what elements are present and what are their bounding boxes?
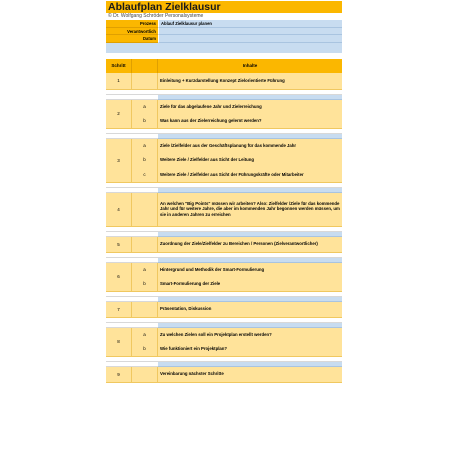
content-text: Präsentation, Diskussion	[160, 306, 212, 312]
header-content: Inhalte	[242, 63, 258, 68]
content-text: Ziele für das abgelaufene Jahr und Zielerreichung	[160, 103, 262, 109]
sub-letters	[132, 193, 158, 226]
sub-letter: a	[143, 267, 146, 272]
separator-row	[106, 90, 342, 100]
content-text: Zuordnung der Ziele/Zielfelder zu Bereichen / Personen (Zielverantwortlicher)	[160, 241, 318, 247]
content-text: Weitere Ziele / Zielfelder aus Sicht der Führungskräfte oder Mitarbeiter	[160, 171, 304, 177]
table-row	[106, 367, 342, 383]
content-text: Hintergrund und Methodik der Smart-Formulierung	[160, 266, 265, 272]
content-text: Weitere Ziele / Zielfelder aus Sicht der Leitung	[160, 157, 254, 163]
row-contents	[158, 100, 342, 128]
row-contents	[158, 73, 342, 89]
table-row	[106, 263, 342, 292]
copyright-note: © Dr. Wolfgang Schröder Personalsysteme	[108, 13, 204, 19]
separator-row	[106, 318, 342, 328]
sub-letters	[132, 237, 158, 252]
row-contents	[158, 263, 342, 291]
responsible-label: Verantwortlich	[106, 28, 158, 36]
content-text: Smart-Formulierung der Ziele	[160, 280, 221, 286]
sub-letter: a	[143, 332, 146, 337]
step-number: 3	[106, 139, 132, 182]
content-text: Wie funktioniert ein Projektplan?	[160, 345, 228, 351]
content-text: Zu welchen Zielen soll ein Projektplan erstellt werden?	[160, 331, 272, 337]
content-text: Was kann aus der Zielerreichung gelernt werden?	[160, 117, 262, 123]
content-text: Ziele /Zielfelder aus der Geschäftsplanung für das kommende Jahr	[160, 142, 297, 148]
separator-row	[106, 183, 342, 193]
row-contents	[158, 193, 342, 226]
table-body	[106, 73, 342, 383]
separator-row	[106, 129, 342, 139]
row-contents	[158, 328, 342, 356]
table-row	[106, 73, 342, 90]
sheet-title: Ablaufplan Zielklausur	[106, 1, 342, 13]
sub-letters	[132, 100, 158, 128]
responsible-field[interactable]	[158, 28, 342, 36]
table-row	[106, 193, 342, 227]
sub-letters	[132, 367, 158, 382]
table-row	[106, 237, 342, 253]
step-number: 5	[106, 237, 132, 252]
table-row	[106, 328, 342, 357]
header-sub	[132, 59, 158, 73]
process-field[interactable]: Ablauf Zielklausur planen	[158, 20, 342, 28]
spreadsheet	[106, 1, 342, 449]
process-label: Prozess	[106, 20, 158, 28]
sub-letter: b	[143, 346, 146, 351]
header-step: Schritt	[106, 59, 132, 73]
table-row	[106, 139, 342, 183]
step-number: 1	[106, 73, 132, 89]
table-header	[106, 59, 342, 73]
content-text: An welchen "Big Points" müssen wir arbeiten? Also: Zielfelder /Ziele für das kommende Jahr und für weitere Jahre, die aber im kommenden Jahr begonnen werden müssen, um sie in anderen Jahren zu erreichen	[160, 200, 340, 217]
sub-letters	[132, 263, 158, 291]
separator-row	[106, 253, 342, 263]
sub-letter: a	[143, 143, 146, 149]
table-row	[106, 302, 342, 318]
row-contents	[158, 302, 342, 317]
step-number: 7	[106, 302, 132, 317]
sub-letter: a	[143, 104, 146, 109]
row-contents	[158, 367, 342, 382]
sub-letter: c	[143, 171, 146, 177]
sub-letters	[132, 73, 158, 89]
spacer-row	[106, 43, 342, 53]
sub-letter: b	[143, 281, 146, 286]
row-contents	[158, 139, 342, 182]
info-block	[106, 20, 342, 43]
content-text: Einleitung + Kurzdarstellung Konzept Zielorientierte Führung	[160, 77, 285, 83]
separator-row	[106, 357, 342, 367]
date-label: Datum	[106, 35, 158, 43]
step-number: 8	[106, 328, 132, 356]
row-contents	[158, 237, 342, 252]
separator-row	[106, 292, 342, 302]
step-number: 2	[106, 100, 132, 128]
step-number: 9	[106, 367, 132, 382]
step-number: 6	[106, 263, 132, 291]
table-row	[106, 100, 342, 129]
content-text: Vereinbarung nächster Schritte	[160, 371, 224, 377]
sub-letter: b	[143, 157, 146, 163]
sub-letter: b	[143, 118, 146, 123]
sub-letters	[132, 302, 158, 317]
step-number: 4	[106, 193, 132, 226]
date-field[interactable]	[158, 35, 342, 43]
sub-letters	[132, 139, 158, 182]
separator-row	[106, 227, 342, 237]
sub-letters	[132, 328, 158, 356]
